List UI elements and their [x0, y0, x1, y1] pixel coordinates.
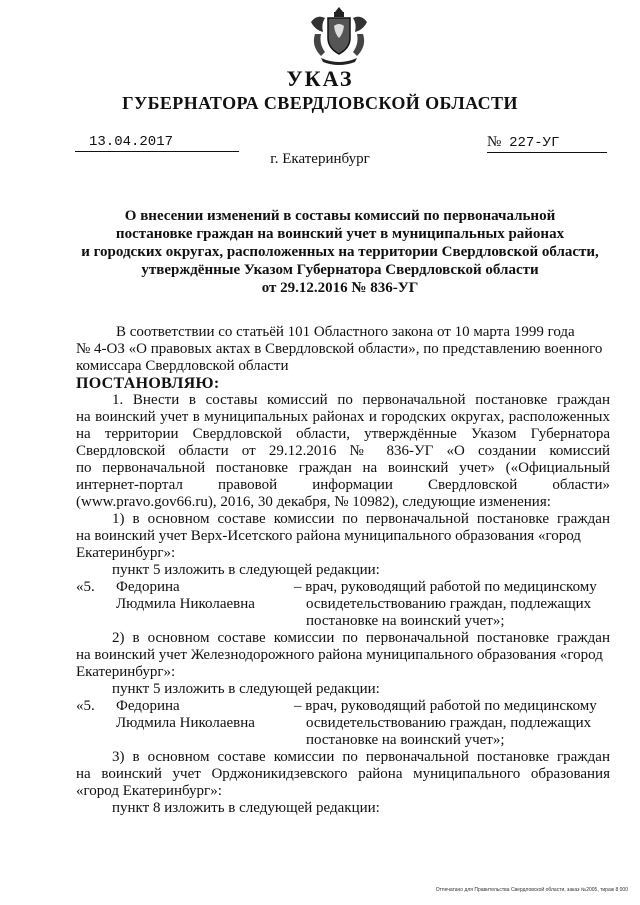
sub1-line: 1) в основном составе комиссии по первоначальной постановке граждан [112, 511, 610, 527]
entry-description [294, 579, 614, 630]
heading-line: О внесении изменений в составы комиссий по первоначальной [124, 208, 556, 224]
heading-line: и городских округах, расположенных на территории Свердловской области, [81, 244, 599, 260]
item1-line: интернет-портал правовой информации Свердловской области» [76, 477, 610, 493]
sub1-line: Екатеринбург»: [76, 545, 176, 561]
sub3-line: 3) в основном составе комиссии по первоначальной постановке граждан [112, 749, 610, 765]
entry-description [294, 698, 614, 749]
number-sign: № [487, 134, 502, 150]
decree-word: ПОСТАНОВЛЯЮ: [76, 375, 220, 392]
member-entry [76, 579, 610, 630]
sub2-edit: пункт 5 изложить в следующей редакции: [112, 681, 380, 697]
print-footer: Отпечатано для Правительства Свердловской области, заказ №2005, тираж 8 000 [435, 887, 628, 893]
heading-line: от 29.12.2016 № 836-УГ [261, 280, 419, 296]
member-entry [76, 698, 610, 749]
sub2-line: на воинский учет Железнодорожного района муниципального образования «город [76, 647, 603, 663]
entry-desc-line: освидетельствованию граждан, подлежащих [306, 715, 592, 731]
sub3-edit: пункт 8 изложить в следующей редакции: [112, 800, 380, 816]
item1-line: (www.pravo.gov66.ru), 2016, 30 декабря, № 10982), следующие изменения: [76, 494, 551, 510]
heading-line: постановке граждан на воинский учет в муниципальных районах [115, 226, 565, 242]
entry-desc-line: – врач, руководящий работой по медицинскому [294, 579, 597, 595]
entry-desc-line: – врач, руководящий работой по медицинскому [294, 698, 597, 714]
item1-line: на воинский учет в муниципальных районах и городских округах, расположенных [76, 409, 610, 425]
item1-line: по первоначальной постановке граждан на воинский учет» («Официальный [76, 460, 610, 476]
sub1-edit: пункт 5 изложить в следующей редакции: [112, 562, 380, 578]
item1-line: Свердловской области от 29.12.2016 № 836-УГ «О создании комиссий [76, 443, 610, 459]
sub1-line: на воинский учет Верх-Исетского района муниципального образования «город [76, 528, 581, 544]
entry-surname: Федорина [116, 579, 180, 595]
entry-surname: Федорина [116, 698, 180, 714]
document-title: УКАЗ [286, 66, 354, 91]
sub2-line: 2) в основном составе комиссии по первоначальной постановке граждан [112, 630, 610, 646]
entry-given-name: Людмила Николаевна [116, 715, 255, 731]
entry-desc-line: освидетельствованию граждан, подлежащих [306, 596, 592, 612]
heading-line: утверждённые Указом Губернатора Свердловской области [141, 262, 539, 278]
item1-line: 1. Внести в составы комиссий по первоначальной постановке граждан [112, 392, 610, 408]
preamble-line: В соответствии со статьёй 101 Областного закона от 10 марта 1999 года [116, 324, 575, 340]
document-number [487, 133, 607, 153]
entry-given-name: Людмила Николаевна [116, 596, 255, 612]
item1-line: на территории Свердловской области, утверждённые Указом Губернатора [76, 426, 610, 442]
document-city: г. Екатеринбург [270, 151, 370, 167]
preamble-line: комиссара Свердловской области [76, 358, 289, 374]
entry-quote: «5. [76, 579, 95, 595]
document-heading [60, 207, 620, 297]
entry-desc-line: постановке на воинский учет»; [306, 732, 505, 748]
coat-of-arms-icon [301, 4, 377, 66]
preamble-line: № 4-ОЗ «О правовых актах в Свердловской области», по представлению военного [76, 341, 603, 357]
number-value: 227-УГ [509, 135, 560, 151]
entry-quote: «5. [76, 698, 95, 714]
entry-desc-line: постановке на воинский учет»; [306, 613, 505, 629]
sub3-line: «город Екатеринбург»: [76, 783, 222, 799]
document-body [76, 324, 610, 817]
document-subtitle: ГУБЕРНАТОРА СВЕРДЛОВСКОЙ ОБЛАСТИ [122, 93, 518, 113]
document-date: 13.04.2017 [75, 133, 239, 152]
sub2-line: Екатеринбург»: [76, 664, 176, 680]
sub3-line: на воинский учет Орджоникидзевского района муниципального образования [76, 766, 610, 782]
